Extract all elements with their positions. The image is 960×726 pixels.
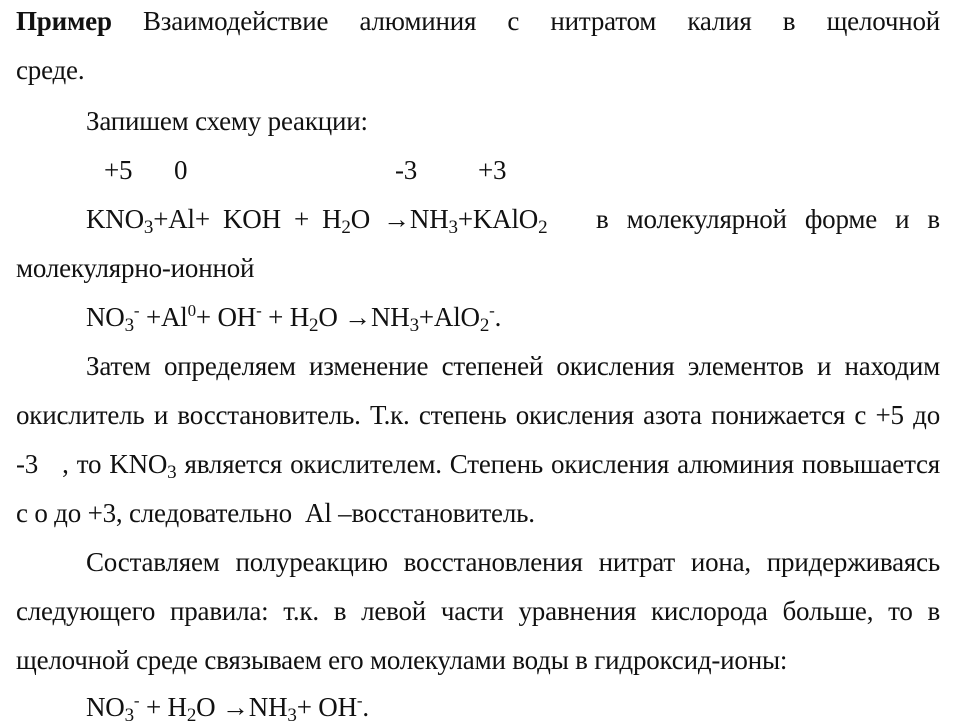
ox-state-n-minus3: -3 — [395, 155, 418, 185]
ox-state-n-plus5: +5 — [104, 155, 133, 185]
half-end: . — [362, 692, 369, 722]
paragraph2-line1: Составляем полуреакцию восстановления нитрат иона, придерживаясь — [86, 547, 940, 577]
half-charge: - — [133, 691, 140, 710]
ion-sub: 2 — [479, 315, 490, 336]
example-label: Пример — [16, 6, 112, 36]
ion-term-no: NO — [86, 302, 125, 332]
half-reaction — [86, 691, 369, 726]
p1-l3-sub: 3 — [167, 462, 177, 483]
ion-charge: - — [133, 301, 140, 320]
eq-sub: 3 — [448, 217, 458, 238]
half-sub: 3 — [124, 705, 134, 726]
eq-sub: 2 — [538, 217, 548, 238]
half-charge: - — [356, 691, 363, 710]
ion-term-h: + H — [268, 302, 310, 332]
ox-state-al-plus3: +3 — [478, 155, 507, 185]
molecular-ionic-label: молекулярно-ионной — [16, 253, 255, 283]
eq-term-kno: KNO — [86, 204, 144, 234]
equation-molecular-tail: в молекулярной форме и в — [596, 204, 940, 234]
p1-l3-part-b: является окислителем. Степень окисления алюминия повышается — [176, 449, 940, 479]
half-term-no: NO — [86, 692, 125, 722]
half-sub: 3 — [287, 705, 297, 726]
ion-charge: 0 — [187, 301, 196, 320]
ion-term-oh: + OH — [195, 302, 257, 332]
ion-charge: - — [256, 301, 262, 320]
equation-molecular — [86, 204, 548, 238]
ion-sub: 2 — [309, 315, 319, 336]
half-term-o-arrow-nh: O →NH — [196, 692, 288, 722]
ion-end: . — [494, 302, 502, 332]
eq-term-kalo: +KAlO — [457, 204, 539, 234]
paragraph2-line2: следующего правила: т.к. в левой части уравнения кислорода больше, то в — [16, 596, 940, 626]
eq-term-o-arrow-nh: O →NH — [350, 204, 449, 234]
ion-term-alo: +AlO — [418, 302, 480, 332]
example-title-line1: Взаимодействие алюминия с нитратом калия в щелочной — [142, 6, 940, 36]
half-term-oh: + OH — [296, 692, 357, 722]
paragraph1-line1: Затем определяем изменение степеней окисления элементов и находим — [86, 351, 940, 381]
example-title-line2: среде. — [16, 55, 85, 85]
p1-l3-part-a: -3 , то KNO — [16, 449, 168, 479]
eq-sub: 2 — [341, 217, 351, 238]
ox-state-al-zero: 0 — [174, 155, 188, 185]
example-heading — [16, 6, 940, 36]
paragraph2-line3: щелочной среде связываем его молекулами воды в гидроксид-ионы: — [16, 645, 788, 675]
ion-term-o-arrow-nh: O →NH — [318, 302, 410, 332]
scheme-intro: Запишем схему реакции: — [86, 106, 368, 136]
half-term-h: + H — [145, 692, 187, 722]
equation-ionic — [86, 301, 502, 336]
ion-term-al: +Al — [145, 302, 188, 332]
paragraph1-line4: с о до +3, следовательно Al –восстановитель. — [16, 498, 535, 528]
paragraph1-line3 — [16, 449, 940, 483]
ion-sub: 3 — [124, 315, 134, 336]
ion-sub: 3 — [409, 315, 419, 336]
half-sub: 2 — [186, 705, 197, 726]
eq-term-al-koh-h: +Al+ KOH + H — [153, 204, 342, 234]
ion-charge: - — [489, 301, 495, 320]
eq-sub: 3 — [143, 217, 154, 238]
paragraph1-line2: окислитель и восстановитель. Т.к. степень окисления азота понижается с +5 до — [16, 400, 940, 430]
